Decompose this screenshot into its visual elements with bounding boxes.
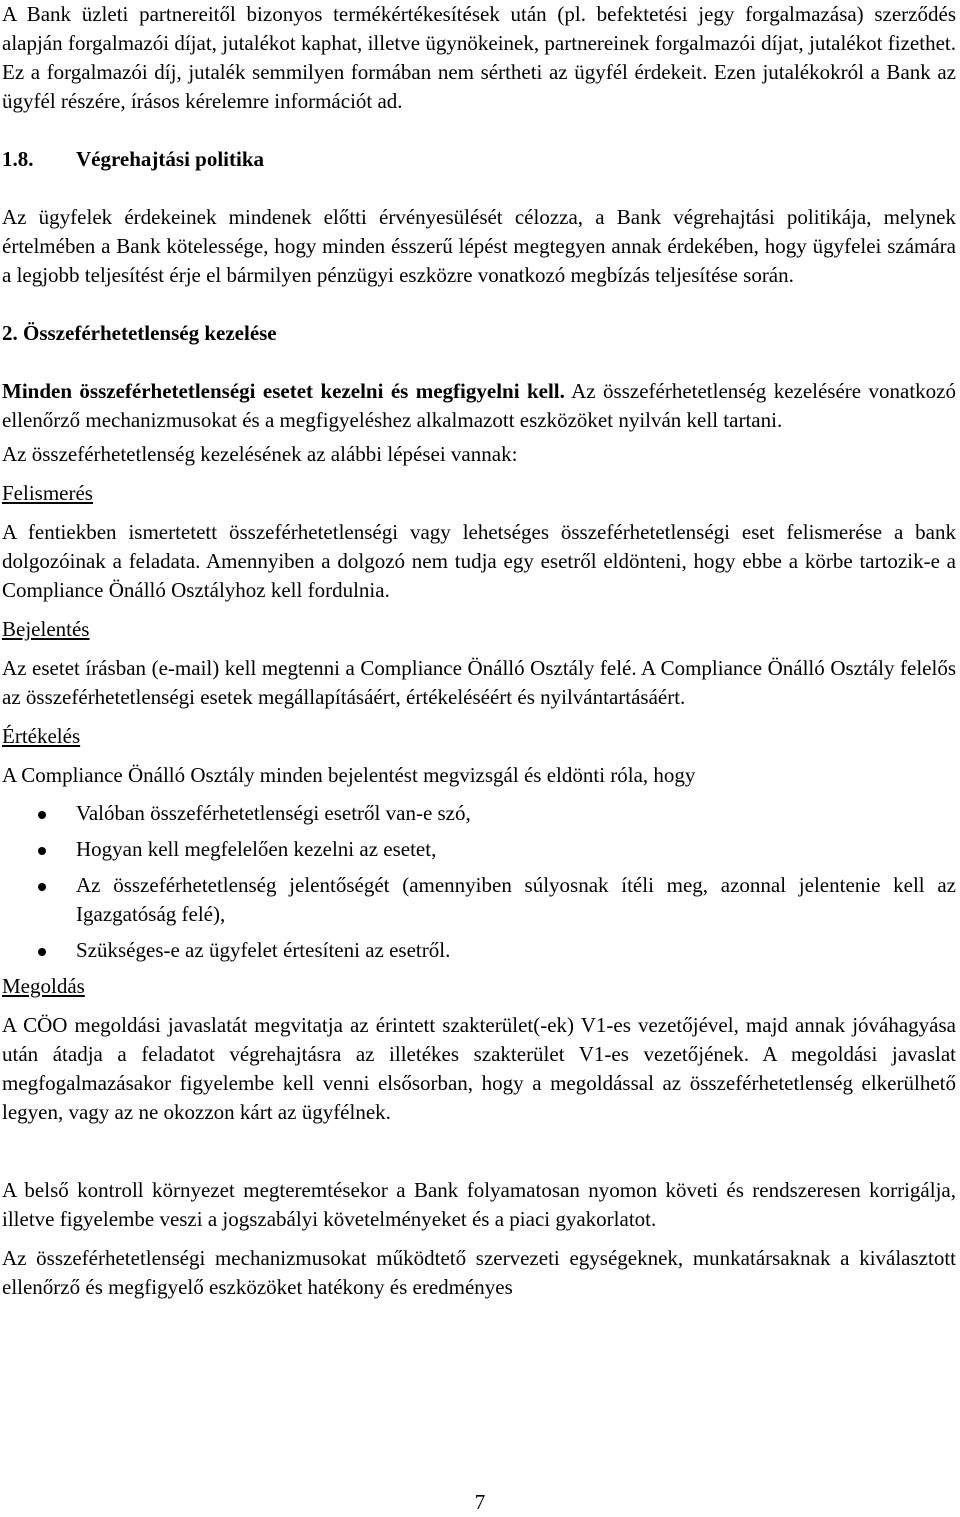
paragraph-reporting: Az esetet írásban (e-mail) kell megtenni a Compliance Önálló Osztály felé. A Compliance Önálló Osztály felelős az összeférhetetlenségi esetek megállapításáért, értékeléséért és nyilvántartásáért. — [2, 656, 956, 709]
bold-statement: Minden összeférhetetlenségi esetet kezelni és megfigyelni kell. — [2, 379, 565, 403]
list-item: Szükséges-e az ügyfelet értesíteni az esetről. — [2, 936, 956, 965]
list-item: Valóban összeférhetetlenségi esetről van-e szó, — [2, 799, 956, 828]
bullet-icon — [38, 811, 46, 819]
paragraph-conflict-handling — [2, 377, 956, 435]
evaluation-bullet-list — [2, 799, 956, 965]
page-number: 7 — [474, 1490, 486, 1514]
list-item: Hogyan kell megfelelően kezelni az esetet, — [2, 835, 956, 864]
paragraph-internal-control: A belső kontroll környezet megteremtésekor a Bank folyamatosan nyomon követi és rendszeresen korrigálja, illetve figyelembe veszi a jogszabályi követelményeket és a piaci gyakorlatot. — [2, 1178, 956, 1231]
paragraph-continuation: Az összeférhetetlenség kezelésére vonatkozó ellenőrző mechanizmusokat és a megfigyeléshez alkalmazott eszközöket nyilván kell tartani. — [2, 379, 957, 432]
section-heading-1-8 — [2, 145, 956, 174]
paragraph-commission: A Bank üzleti partnereitől bizonyos termékértékesítések után (pl. befektetési jegy forgalmazása) szerződés alapján forgalmazói díjat, jutalékot kaphat, illetve ügynökeinek, partnereinek forgalmazói díjat, jutalékot fizethet. Ez a forgalmazói díj, jutalék semmilyen formában nem sértheti az ügyfél érdekeit. Ezen jutalékokról a Bank az ügyfél részére, írásos kérelemre információt ad. — [2, 2, 956, 113]
bullet-icon — [38, 883, 46, 891]
bullet-icon — [38, 948, 46, 956]
subheading-megoldas: Megoldás — [2, 974, 85, 998]
paragraph-steps-intro: Az összeférhetetlenség kezelésének az alábbi lépései vannak: — [2, 442, 518, 466]
paragraph-recognition: A fentiekben ismertetett összeférhetetlenségi vagy lehetséges összeférhetetlenségi eset felismerése a bank dolgozóinak a feladata. Amennyiben a dolgozó nem tudja egy esetről eldönteni, hogy ebbe a körbe tartozik-e a Compliance Önálló Osztályhoz kell fordulnia. — [2, 520, 956, 602]
subheading-ertekeles: Értékelés — [2, 724, 81, 748]
paragraph-evaluation: A Compliance Önálló Osztály minden bejelentést megvizsgál és eldönti róla, hogy — [2, 763, 696, 787]
list-item: Az összeférhetetlenség jelentőségét (amennyiben súlyosnak ítéli meg, azonnal jelentenie kell az Igazgatóság felé), — [2, 871, 956, 929]
paragraph-execution-policy: Az ügyfelek érdekeinek mindenek előtti érvényesülését célozza, a Bank végrehajtási politikája, melynek értelmében a Bank kötelessége, hogy minden ésszerű lépést megtegyen annak érdekében, hogy ügyfelei számára a legjobb teljesítést érje el bármilyen pénzügyi eszközre vonatkozó megbízás teljesítése során. — [2, 205, 956, 287]
section-number: 1.8. — [2, 147, 34, 171]
document-page — [2, 0, 956, 1302]
paragraph-resolution: A CÖO megoldási javaslatát megvitatja az érintett szakterület(-ek) V1-es vezetőjével, majd annak jóváhagyása után átadja a feladatot végrehajtásra az illetékes szakterület V1-es vezetőjének. A megoldási javaslat megfogalmazásakor figyelembe kell venni elsősorban, hogy a megoldással az összeférhetetlenség elkerülhető legyen, vagy az ne okozzon kárt az ügyfélnek. — [2, 1013, 956, 1124]
bullet-icon — [38, 847, 46, 855]
section-title: Végrehajtási politika — [76, 147, 265, 171]
paragraph-mechanisms: Az összeférhetetlenségi mechanizmusokat működtető szervezeti egységeknek, munkatársaknak a kiválasztott ellenőrző és megfigyelő eszközöket hatékony és eredményes — [2, 1246, 956, 1299]
subheading-felismeres: Felismerés — [2, 481, 93, 505]
section-heading-2: 2. Összeférhetetlenség kezelése — [2, 321, 277, 345]
subheading-bejelentes: Bejelentés — [2, 617, 90, 641]
